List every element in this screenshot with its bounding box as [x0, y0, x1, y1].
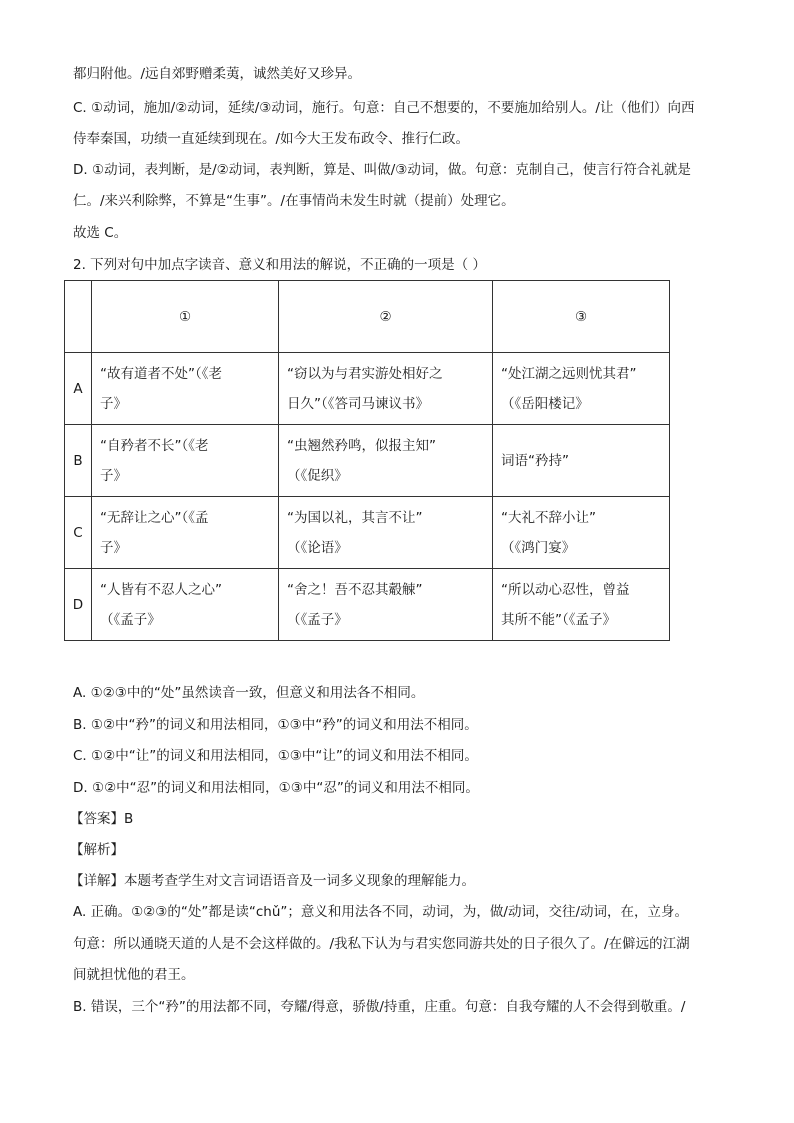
cell-line: “无辞让之心”（《孟 [100, 509, 209, 526]
table-cell [279, 425, 493, 497]
text-line: 【详解】本题考查学生对文言词语语音及一词多义现象的理解能力。 [70, 873, 475, 889]
option-d: D. ①②中“忍”的词义和用法相同，①③中“忍”的词义和用法不相同。 [73, 780, 479, 796]
text-line: D. ①动词，表判断，是/②动词，表判断，算是、叫做/③动词，做。句意：克制自己，使言行符合礼就是 [73, 162, 691, 178]
text-line: 侍奉秦国，功绩一直延续到现在。/如今大王发布政令、推行仁政。 [73, 131, 470, 147]
cell-line: 子》 [100, 467, 127, 484]
cell-line: （《鸿门宴》 [501, 539, 576, 556]
text-line: 句意：所以通晓天道的人是不会这样做的。/我私下认为与君实您同游共处的日子很久了。/在僻远的江湖 [73, 936, 690, 952]
cell-line: （《论语》 [287, 539, 348, 556]
analysis-label: 【解析】 [70, 842, 124, 858]
table-cell [279, 497, 493, 569]
cell-line: 子》 [100, 539, 127, 556]
cell-line: 其所不能”（《孟子》 [501, 611, 616, 628]
table-header-row [65, 281, 670, 353]
table-header-cell: ② [279, 281, 493, 353]
table-cell [493, 569, 670, 641]
cell-line: “人皆有不忍人之心” [100, 581, 222, 598]
table-cell [493, 497, 670, 569]
table-header-cell: ① [92, 281, 279, 353]
table-cell [279, 569, 493, 641]
cell-line: （《促织》 [287, 467, 348, 484]
cell-line: 子》 [100, 395, 127, 412]
text-line: A. 正确。①②③的“处”都是读“chǔ”；意义和用法各不同，动词，为，做/动词，交往/动词，在，立身。 [73, 904, 688, 920]
cell-line: 词语“矜持” [501, 452, 569, 469]
table-row [65, 569, 670, 641]
cell-line: “大礼不辞小让” [501, 509, 596, 526]
option-c: C. ①②中“让”的词义和用法相同，①③中“让”的词义和用法不相同。 [73, 748, 478, 764]
text-line: 都归附他。/远自郊野赠柔荑，诚然美好又珍异。 [73, 66, 362, 82]
table-cell [493, 353, 670, 425]
row-label: A [65, 353, 92, 425]
text-line: C. ①动词，施加/②动词，延续/③动词，施行。句意：自己不想要的，不要施加给别人。/让（他们）向西 [73, 100, 695, 116]
question-stem: 2. 下列对句中加点字读音、意义和用法的解说，不正确的一项是（ ） [73, 257, 486, 273]
row-label: B [65, 425, 92, 497]
text-line: 仁。/来兴利除弊，不算是“生事”。/在事情尚未发生时就（提前）处理它。 [73, 193, 515, 209]
cell-line: （《岳阳楼记》 [501, 395, 589, 412]
cell-line: “为国以礼，其言不让” [287, 509, 423, 526]
table-cell [92, 569, 279, 641]
cell-line: 日久”（《答司马谏议书》 [287, 395, 429, 412]
text-line: 间就担忧他的君王。 [73, 967, 195, 983]
table-row [65, 425, 670, 497]
text-line: 故选 C。 [73, 225, 128, 241]
question-table [64, 280, 670, 641]
cell-line: “舍之！吾不忍其觳觫” [287, 581, 423, 598]
cell-line: （《孟子》 [100, 611, 161, 628]
table-cell [92, 497, 279, 569]
option-a: A. ①②③中的“处”虽然读音一致，但意义和用法各不相同。 [73, 685, 425, 701]
table-cell [279, 353, 493, 425]
table-row [65, 353, 670, 425]
cell-line: “窃以为与君实游处相好之 [287, 365, 443, 382]
table-header-cell: ③ [493, 281, 670, 353]
cell-line: “所以动心忍性，曾益 [501, 581, 630, 598]
row-label: C [65, 497, 92, 569]
answer-label: 【答案】B [70, 811, 134, 827]
cell-line: “虫翘然矜鸣，似报主知” [287, 437, 436, 454]
row-label: D [65, 569, 92, 641]
option-b: B. ①②中“矜”的词义和用法相同，①③中“矜”的词义和用法不相同。 [73, 717, 478, 733]
table-header-cell [65, 281, 92, 353]
table-cell [92, 353, 279, 425]
cell-line: “处江湖之远则忧其君” [501, 365, 637, 382]
text-line: B. 错误，三个“矜”的用法都不同，夸耀/得意，骄傲/持重，庄重。句意：自我夸耀的人不会得到敬重。/ [73, 999, 686, 1015]
cell-line: “故有道者不处”（《老 [100, 365, 222, 382]
cell-line: “自矜者不长”（《老 [100, 437, 209, 454]
cell-line: （《孟子》 [287, 611, 348, 628]
table-cell [92, 425, 279, 497]
table-row [65, 497, 670, 569]
table-cell [493, 425, 670, 497]
